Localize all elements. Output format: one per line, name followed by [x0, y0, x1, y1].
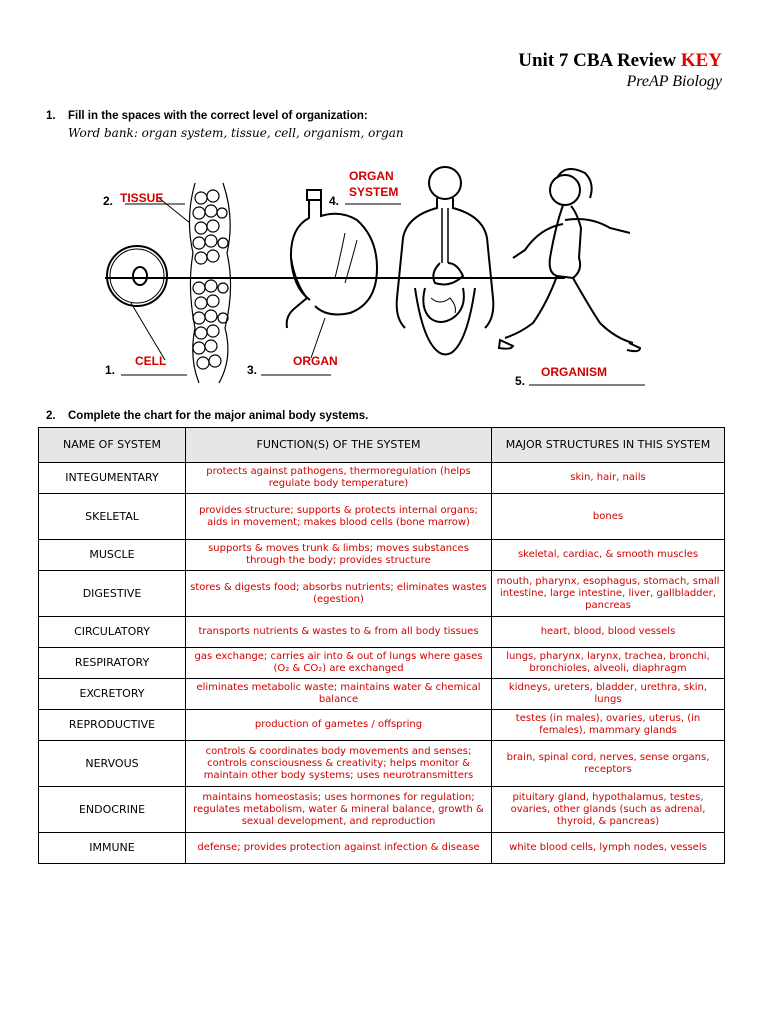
system-name: SKELETAL — [39, 494, 186, 540]
question-number: 1. — [46, 110, 56, 122]
system-function: transports nutrients & wastes to & from all body tissues — [186, 617, 492, 648]
system-structures: white blood cells, lymph nodes, vessels — [492, 833, 725, 864]
answer-organ: ORGAN — [293, 354, 338, 368]
table-row — [39, 571, 725, 617]
cell-drawing — [107, 246, 167, 306]
system-structures: pituitary gland, hypothalamus, testes, ovaries, other glands (such as adrenal, thyroid, & pancreas) — [492, 787, 725, 833]
table-row — [39, 741, 725, 787]
answer-tissue: TISSUE — [120, 191, 164, 205]
table-header-row — [39, 428, 725, 463]
levels-of-organization-diagram — [95, 158, 655, 393]
system-function: supports & moves trunk & limbs; moves substances through the body; provides structure — [186, 540, 492, 571]
word-bank: Word bank: organ system, tissue, cell, organism, organ — [68, 126, 404, 140]
system-name: ENDOCRINE — [39, 787, 186, 833]
blank-number-1: 1. — [105, 363, 116, 377]
answer-organ-system: ORGAN SYSTEM — [349, 169, 399, 199]
body-systems-table — [38, 427, 725, 864]
question-number: 2. — [46, 410, 56, 422]
system-function: stores & digests food; absorbs nutrients; eliminates wastes (egestion) — [186, 571, 492, 617]
table-row — [39, 648, 725, 679]
system-structures: heart, blood, blood vessels — [492, 617, 725, 648]
table-row — [39, 463, 725, 494]
blank-number-4: 4. — [329, 194, 340, 208]
system-function: controls & coordinates body movements and senses; controls consciousness & creativity; helps monitor & maintain other body systems; uses neurotransmitters — [186, 741, 492, 787]
organism-drawing — [499, 169, 640, 351]
system-function: gas exchange; carries air into & out of lungs where gases (O₂ & CO₂) are exchanged — [186, 648, 492, 679]
question-2 — [46, 410, 368, 422]
tissue-drawing — [189, 183, 230, 383]
system-structures: mouth, pharynx, esophagus, stomach, small intestine, large intestine, liver, gallbladder, pancreas — [492, 571, 725, 617]
system-structures: bones — [492, 494, 725, 540]
question-prompt: Fill in the spaces with the correct level of organization: — [68, 110, 368, 122]
blank-number-5: 5. — [515, 374, 526, 388]
table-row — [39, 710, 725, 741]
table-row — [39, 617, 725, 648]
column-header-name: NAME OF SYSTEM — [39, 428, 186, 463]
stomach-drawing — [287, 190, 377, 328]
question-prompt: Complete the chart for the major animal body systems. — [68, 410, 369, 422]
column-header-function: FUNCTION(S) OF THE SYSTEM — [186, 428, 492, 463]
system-function: provides structure; supports & protects internal organs; aids in movement; makes blood cells (bone marrow) — [186, 494, 492, 540]
table-row — [39, 540, 725, 571]
system-structures: brain, spinal cord, nerves, sense organs, receptors — [492, 741, 725, 787]
question-1 — [46, 110, 368, 122]
system-function: maintains homeostasis; uses hormones for regulation; regulates metabolism, water & mineral balance, growth & sexual development, and reproduction — [186, 787, 492, 833]
blank-number-2: 2. — [103, 194, 114, 208]
organ-system-drawing — [397, 167, 494, 355]
answer-organism: ORGANISM — [541, 365, 607, 379]
table-row — [39, 787, 725, 833]
system-function: defense; provides protection against infection & disease — [186, 833, 492, 864]
answer-cell: CELL — [135, 354, 167, 368]
system-structures: skin, hair, nails — [492, 463, 725, 494]
system-name: IMMUNE — [39, 833, 186, 864]
table-row — [39, 494, 725, 540]
table-row — [39, 833, 725, 864]
column-header-structures: MAJOR STRUCTURES IN THIS SYSTEM — [492, 428, 725, 463]
system-structures: lungs, pharynx, larynx, trachea, bronchi, bronchioles, alveoli, diaphragm — [492, 648, 725, 679]
page-title — [518, 50, 722, 72]
blank-number-3: 3. — [247, 363, 258, 377]
table-row — [39, 679, 725, 710]
system-structures: testes (in males), ovaries, uterus, (in females), mammary glands — [492, 710, 725, 741]
system-name: INTEGUMENTARY — [39, 463, 186, 494]
system-name: CIRCULATORY — [39, 617, 186, 648]
title-text: Unit 7 CBA Review — [518, 50, 681, 71]
system-structures: kidneys, ureters, bladder, urethra, skin, lungs — [492, 679, 725, 710]
system-function: eliminates metabolic waste; maintains water & chemical balance — [186, 679, 492, 710]
system-name: MUSCLE — [39, 540, 186, 571]
system-function: protects against pathogens, thermoregulation (helps regulate body temperature) — [186, 463, 492, 494]
system-name: NERVOUS — [39, 741, 186, 787]
page-subtitle: PreAP Biology — [626, 73, 722, 90]
system-function: production of gametes / offspring — [186, 710, 492, 741]
title-key: KEY — [680, 50, 722, 71]
system-name: REPRODUCTIVE — [39, 710, 186, 741]
system-name: DIGESTIVE — [39, 571, 186, 617]
system-structures: skeletal, cardiac, & smooth muscles — [492, 540, 725, 571]
system-name: EXCRETORY — [39, 679, 186, 710]
system-name: RESPIRATORY — [39, 648, 186, 679]
